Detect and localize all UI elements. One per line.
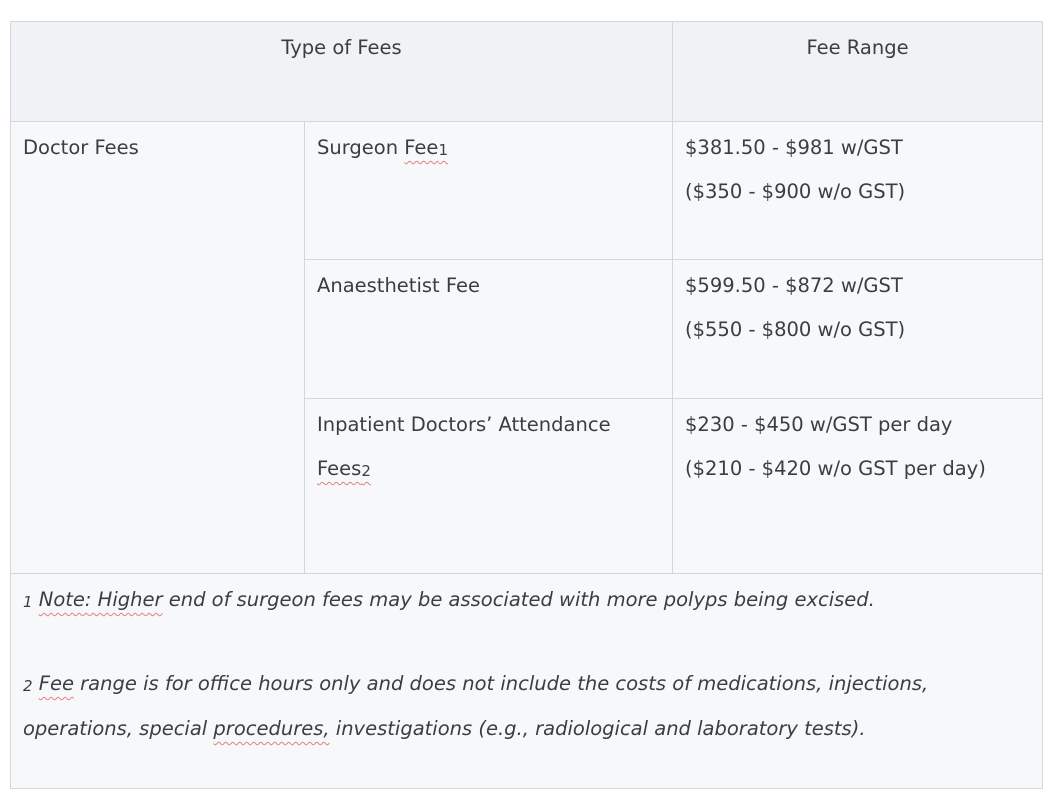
underlined-text: Fee — [404, 136, 439, 159]
footnote-marker: 1 — [23, 593, 33, 611]
footnote-marker: 2 — [361, 462, 371, 480]
footnote-text: range is for office hours only and does not include the costs of medications, injections, — [73, 672, 929, 695]
range-with-gst: $230 - $450 w/GST per day — [685, 413, 953, 436]
range-without-gst: ($210 - $420 w/o GST per day) — [685, 457, 986, 480]
footnote-spacer — [23, 623, 1030, 662]
footnote-marker: 1 — [438, 141, 448, 159]
fee-name-inpatient-attendance — [305, 399, 673, 574]
footnote-text-line2-end: investigations (e.g., radiological and laboratory tests). — [329, 717, 866, 740]
fees-table — [10, 21, 1043, 789]
spellcheck-underlined-word — [404, 136, 448, 159]
footnote-text: end of surgeon fees may be associated with more polyps being excised. — [162, 588, 875, 611]
range-without-gst: ($350 - $900 w/o GST) — [685, 180, 906, 203]
fee-range-surgeon — [673, 122, 1043, 260]
fee-name-anaesthetist: Anaesthetist Fee — [305, 260, 673, 399]
fee-range-inpatient-attendance — [673, 399, 1043, 574]
range-with-gst: $599.50 - $872 w/GST — [685, 274, 903, 297]
fee-name-surgeon — [305, 122, 673, 260]
header-type-of-fees: Type of Fees — [11, 22, 673, 122]
fee-range-anaesthetist — [673, 260, 1043, 399]
fee-name-text: Inpatient Doctors’ Attendance — [317, 413, 611, 436]
spellcheck-underlined-word — [317, 457, 371, 480]
table-row — [11, 122, 1043, 260]
footnote-1 — [23, 578, 1030, 623]
underlined-text: Fees — [317, 457, 362, 480]
group-label-doctor-fees: Doctor Fees — [11, 122, 305, 574]
footnote-marker: 2 — [23, 677, 33, 695]
fee-name-text: Surgeon — [317, 136, 399, 159]
footnote-2 — [23, 662, 1030, 751]
header-fee-range: Fee Range — [673, 22, 1043, 122]
footnotes-row — [11, 574, 1043, 789]
footnotes-cell — [11, 574, 1043, 789]
footnote-text-line2: operations, special — [23, 717, 214, 740]
spellcheck-underlined-word: Fee — [38, 672, 74, 695]
table-header-row — [11, 22, 1043, 122]
range-with-gst: $381.50 - $981 w/GST — [685, 136, 903, 159]
range-without-gst: ($550 - $800 w/o GST) — [685, 318, 906, 341]
spellcheck-underlined-word: procedures, — [213, 717, 330, 740]
spellcheck-underlined-word: Note: Higher — [38, 588, 163, 611]
